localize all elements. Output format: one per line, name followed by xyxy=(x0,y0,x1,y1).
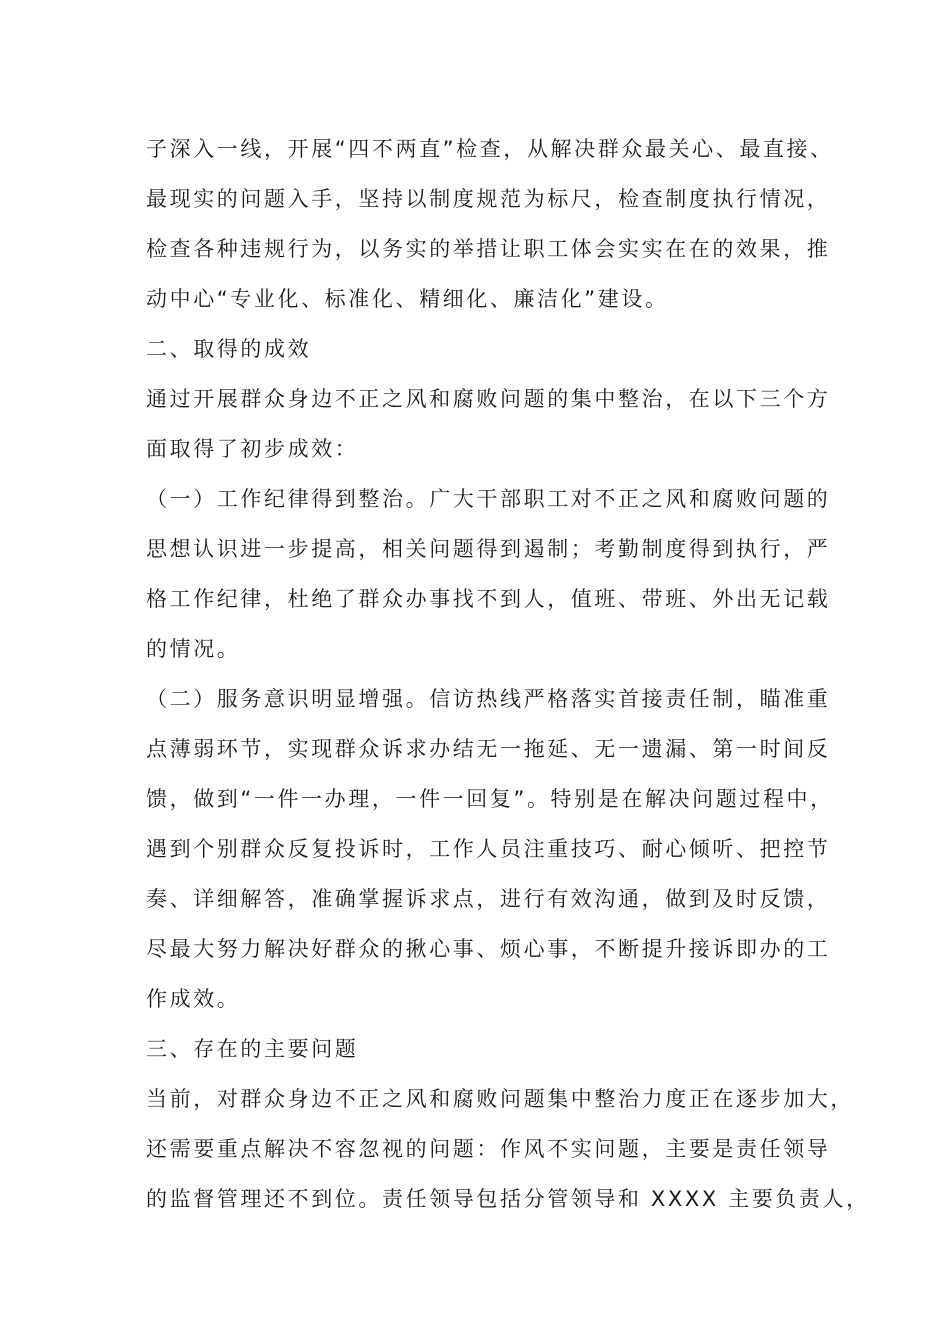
text-line: 馈，做到“一件一办理，一件一回复”。特别是在解决问题过程中， xyxy=(146,787,834,811)
text-line: 当前，对群众身边不正之风和腐败问题集中整治力度正在逐步加大， xyxy=(146,1087,854,1111)
text-line: 格工作纪律，杜绝了群众办事找不到人，值班、带班、外出无记载 xyxy=(146,587,831,611)
text-line: （二）服务意识明显增强。信访热线严格落实首接责任制，瞄准重 xyxy=(146,687,831,711)
text-line: 点薄弱环节，实现群众诉求办结无一拖延、无一遗漏、第一时间反 xyxy=(146,737,831,761)
text-line: 奏、详细解答，准确掌握诉求点，进行有效沟通，做到及时反馈， xyxy=(146,887,831,911)
section-heading: 二、取得的成效 xyxy=(146,337,312,361)
text-line: 还需要重点解决不容忽视的问题：作风不实问题，主要是责任领导 xyxy=(146,1137,831,1161)
text-line: （一）工作纪律得到整治。广大干部职工对不正之风和腐败问题的 xyxy=(146,487,831,511)
text-line: 思想认识进一步提高，相关问题得到遏制；考勤制度得到执行，严 xyxy=(146,537,831,561)
text-line: 通过开展群众身边不正之风和腐败问题的集中整治，在以下三个方 xyxy=(146,387,831,411)
text-line: 检查各种违规行为，以务实的举措让职工体会实实在在的效果，推 xyxy=(146,237,831,261)
text-line: 遇到个别群众反复投诉时，工作人员注重技巧、耐心倾听、把控节 xyxy=(146,837,831,861)
text-line: 的情况。 xyxy=(146,637,241,661)
text-line: 的监督管理还不到位。责任领导包括分管领导和 XXXX 主要负责人， xyxy=(146,1187,870,1211)
text-line: 子深入一线，开展“四不两直”检查，从解决群众最关心、最直接、 xyxy=(146,137,834,161)
text-line: 面取得了初步成效： xyxy=(146,437,359,461)
section-heading: 三、存在的主要问题 xyxy=(146,1037,359,1061)
text-line: 最现实的问题入手，坚持以制度规范为标尺，检查制度执行情况， xyxy=(146,187,831,211)
text-line: 作成效。 xyxy=(146,987,241,1011)
text-line: 动中心“专业化、标准化、精细化、廉洁化”建设。 xyxy=(146,287,669,311)
text-line: 尽最大努力解决好群众的揪心事、烦心事，不断提升接诉即办的工 xyxy=(146,937,831,961)
